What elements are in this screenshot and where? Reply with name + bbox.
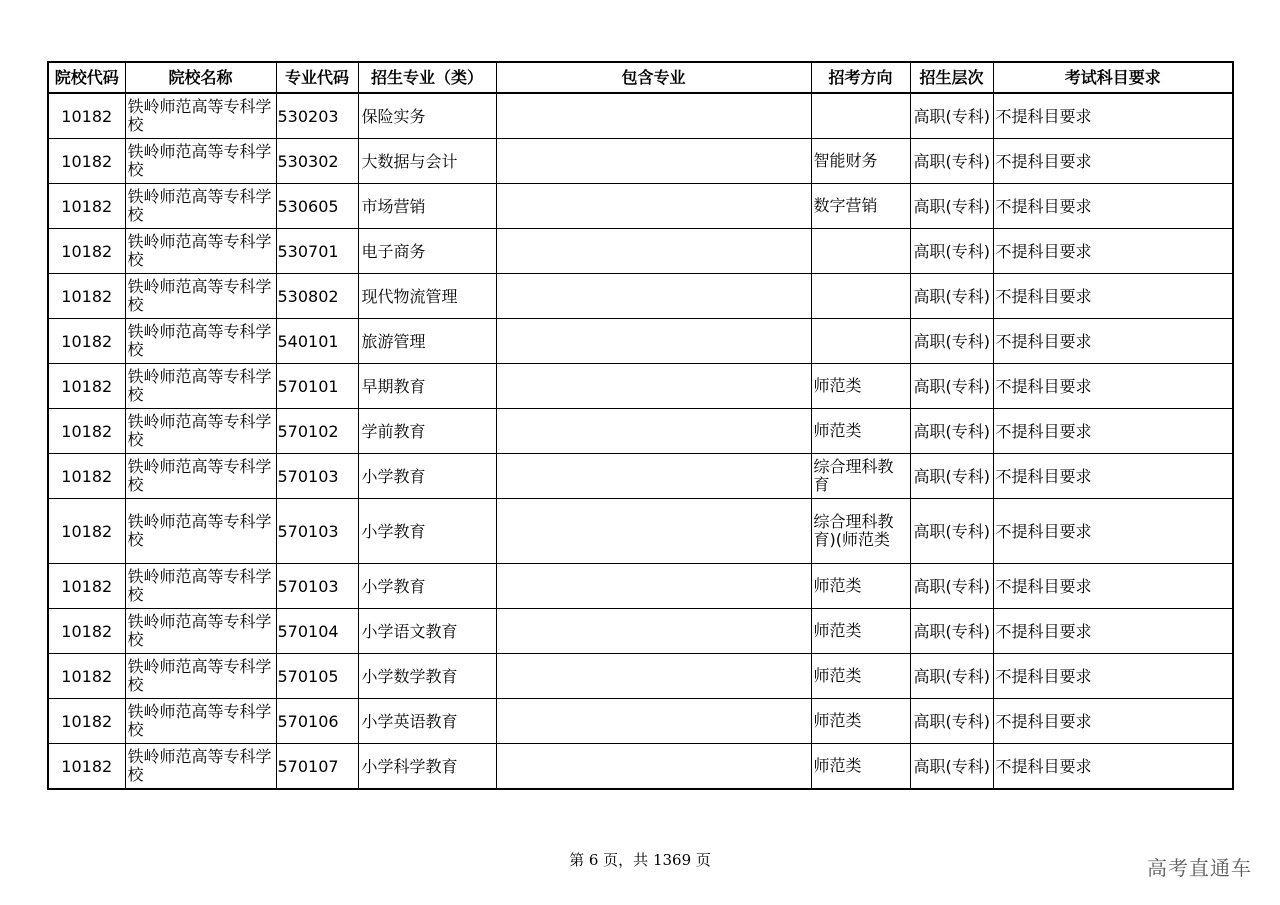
cell-school-code: 10182 <box>48 609 125 654</box>
cell-major: 学前教育 <box>358 409 496 454</box>
admission-table <box>47 61 1234 790</box>
cell-level: 高职(专科) <box>910 454 993 499</box>
table-row <box>48 454 1233 499</box>
table-row <box>48 564 1233 609</box>
cell-included-majors <box>496 274 811 319</box>
header-major-code: 专业代码 <box>276 62 358 93</box>
cell-direction: 师范类 <box>811 654 910 699</box>
cell-major-code: 570104 <box>276 609 358 654</box>
cell-included-majors <box>496 699 811 744</box>
cell-school-code: 10182 <box>48 93 125 139</box>
cell-major-code: 570101 <box>276 364 358 409</box>
cell-major-code: 570102 <box>276 409 358 454</box>
cell-school-name: 铁岭师范高等专科学校 <box>125 654 276 699</box>
table-row <box>48 139 1233 184</box>
cell-major: 小学教育 <box>358 564 496 609</box>
cell-direction <box>811 229 910 274</box>
cell-school-name: 铁岭师范高等专科学校 <box>125 409 276 454</box>
cell-included-majors <box>496 319 811 364</box>
cell-direction: 师范类 <box>811 744 910 790</box>
cell-included-majors <box>496 564 811 609</box>
cell-school-code: 10182 <box>48 699 125 744</box>
table-row <box>48 184 1233 229</box>
cell-level: 高职(专科) <box>910 609 993 654</box>
cell-included-majors <box>496 364 811 409</box>
table-row <box>48 654 1233 699</box>
cell-major: 大数据与会计 <box>358 139 496 184</box>
cell-direction: 师范类 <box>811 699 910 744</box>
cell-major-code: 530605 <box>276 184 358 229</box>
cell-included-majors <box>496 454 811 499</box>
watermark: 高考直通车 <box>1147 856 1252 880</box>
page-number: 第 6 页，共 1369 页 <box>569 851 711 869</box>
cell-major-code: 570106 <box>276 699 358 744</box>
cell-included-majors <box>496 93 811 139</box>
cell-major: 电子商务 <box>358 229 496 274</box>
cell-requirement: 不提科目要求 <box>993 409 1233 454</box>
cell-major-code: 540101 <box>276 319 358 364</box>
cell-major-code: 570103 <box>276 454 358 499</box>
cell-requirement: 不提科目要求 <box>993 609 1233 654</box>
cell-direction: 师范类 <box>811 364 910 409</box>
cell-school-name: 铁岭师范高等专科学校 <box>125 139 276 184</box>
cell-school-code: 10182 <box>48 274 125 319</box>
cell-direction: 师范类 <box>811 609 910 654</box>
table-row <box>48 499 1233 564</box>
table-body <box>48 93 1233 789</box>
cell-major: 小学语文教育 <box>358 609 496 654</box>
cell-included-majors <box>496 654 811 699</box>
cell-level: 高职(专科) <box>910 364 993 409</box>
cell-major: 市场营销 <box>358 184 496 229</box>
cell-school-name: 铁岭师范高等专科学校 <box>125 564 276 609</box>
cell-major-code: 570105 <box>276 654 358 699</box>
cell-school-code: 10182 <box>48 184 125 229</box>
cell-requirement: 不提科目要求 <box>993 93 1233 139</box>
cell-major-code: 570107 <box>276 744 358 790</box>
cell-major-code: 530701 <box>276 229 358 274</box>
cell-requirement: 不提科目要求 <box>993 654 1233 699</box>
cell-school-name: 铁岭师范高等专科学校 <box>125 229 276 274</box>
header-requirement: 考试科目要求 <box>993 62 1233 93</box>
cell-major-code: 570103 <box>276 499 358 564</box>
cell-school-code: 10182 <box>48 454 125 499</box>
cell-major-code: 530203 <box>276 93 358 139</box>
cell-school-name: 铁岭师范高等专科学校 <box>125 499 276 564</box>
cell-major: 小学教育 <box>358 454 496 499</box>
cell-major: 小学数学教育 <box>358 654 496 699</box>
cell-requirement: 不提科目要求 <box>993 744 1233 790</box>
table-row <box>48 274 1233 319</box>
cell-school-code: 10182 <box>48 744 125 790</box>
cell-major: 现代物流管理 <box>358 274 496 319</box>
header-school-code: 院校代码 <box>48 62 125 93</box>
cell-school-name: 铁岭师范高等专科学校 <box>125 184 276 229</box>
header-major: 招生专业（类） <box>358 62 496 93</box>
cell-requirement: 不提科目要求 <box>993 274 1233 319</box>
cell-direction: 师范类 <box>811 409 910 454</box>
cell-major: 早期教育 <box>358 364 496 409</box>
header-direction: 招考方向 <box>811 62 910 93</box>
cell-major-code: 530802 <box>276 274 358 319</box>
cell-level: 高职(专科) <box>910 744 993 790</box>
cell-school-code: 10182 <box>48 499 125 564</box>
cell-school-name: 铁岭师范高等专科学校 <box>125 744 276 790</box>
cell-school-name: 铁岭师范高等专科学校 <box>125 93 276 139</box>
cell-requirement: 不提科目要求 <box>993 454 1233 499</box>
cell-included-majors <box>496 229 811 274</box>
cell-level: 高职(专科) <box>910 139 993 184</box>
cell-level: 高职(专科) <box>910 319 993 364</box>
table-row <box>48 364 1233 409</box>
cell-major: 小学教育 <box>358 499 496 564</box>
header-row <box>48 62 1233 93</box>
cell-major-code: 530302 <box>276 139 358 184</box>
cell-direction: 综合理科教育 <box>811 454 910 499</box>
table-row <box>48 699 1233 744</box>
cell-included-majors <box>496 609 811 654</box>
cell-direction: 数字营销 <box>811 184 910 229</box>
cell-included-majors <box>496 499 811 564</box>
cell-school-name: 铁岭师范高等专科学校 <box>125 609 276 654</box>
table-row <box>48 319 1233 364</box>
cell-included-majors <box>496 139 811 184</box>
cell-requirement: 不提科目要求 <box>993 139 1233 184</box>
cell-school-name: 铁岭师范高等专科学校 <box>125 454 276 499</box>
cell-level: 高职(专科) <box>910 654 993 699</box>
cell-major: 旅游管理 <box>358 319 496 364</box>
cell-major-code: 570103 <box>276 564 358 609</box>
cell-school-code: 10182 <box>48 409 125 454</box>
cell-level: 高职(专科) <box>910 409 993 454</box>
cell-level: 高职(专科) <box>910 564 993 609</box>
cell-school-code: 10182 <box>48 229 125 274</box>
cell-direction: 师范类 <box>811 564 910 609</box>
cell-school-code: 10182 <box>48 564 125 609</box>
cell-requirement: 不提科目要求 <box>993 319 1233 364</box>
cell-school-name: 铁岭师范高等专科学校 <box>125 319 276 364</box>
cell-school-name: 铁岭师范高等专科学校 <box>125 274 276 319</box>
cell-level: 高职(专科) <box>910 184 993 229</box>
cell-direction <box>811 319 910 364</box>
cell-direction <box>811 274 910 319</box>
cell-level: 高职(专科) <box>910 93 993 139</box>
cell-school-name: 铁岭师范高等专科学校 <box>125 699 276 744</box>
cell-requirement: 不提科目要求 <box>993 699 1233 744</box>
header-school-name: 院校名称 <box>125 62 276 93</box>
cell-requirement: 不提科目要求 <box>993 499 1233 564</box>
table-row <box>48 229 1233 274</box>
cell-direction: 智能财务 <box>811 139 910 184</box>
cell-school-name: 铁岭师范高等专科学校 <box>125 364 276 409</box>
cell-school-code: 10182 <box>48 319 125 364</box>
cell-requirement: 不提科目要求 <box>993 564 1233 609</box>
cell-included-majors <box>496 409 811 454</box>
cell-requirement: 不提科目要求 <box>993 364 1233 409</box>
cell-school-code: 10182 <box>48 654 125 699</box>
cell-major: 保险实务 <box>358 93 496 139</box>
cell-level: 高职(专科) <box>910 499 993 564</box>
cell-direction: 综合理科教育)(师范类 <box>811 499 910 564</box>
table-row <box>48 93 1233 139</box>
cell-school-code: 10182 <box>48 364 125 409</box>
cell-major: 小学英语教育 <box>358 699 496 744</box>
cell-level: 高职(专科) <box>910 699 993 744</box>
cell-major: 小学科学教育 <box>358 744 496 790</box>
table-row <box>48 409 1233 454</box>
cell-direction <box>811 93 910 139</box>
cell-included-majors <box>496 184 811 229</box>
cell-included-majors <box>496 744 811 790</box>
header-level: 招生层次 <box>910 62 993 93</box>
cell-school-code: 10182 <box>48 139 125 184</box>
table-row <box>48 609 1233 654</box>
cell-level: 高职(专科) <box>910 229 993 274</box>
table-row <box>48 744 1233 790</box>
header-included-majors: 包含专业 <box>496 62 811 93</box>
cell-requirement: 不提科目要求 <box>993 184 1233 229</box>
cell-requirement: 不提科目要求 <box>993 229 1233 274</box>
cell-level: 高职(专科) <box>910 274 993 319</box>
